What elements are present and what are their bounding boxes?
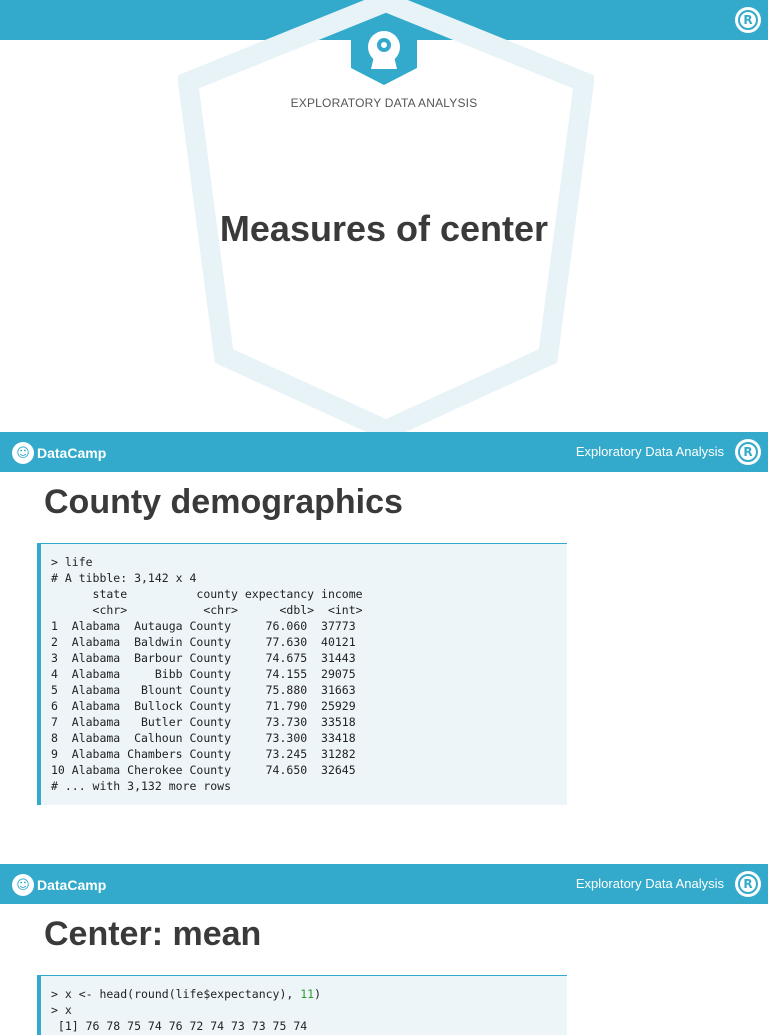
brand-name: DataCamp (37, 877, 107, 893)
datacamp-logo (12, 442, 106, 464)
code-line: > x <- head(round(life$expectancy), (51, 987, 301, 1001)
datacamp-logo (12, 874, 106, 896)
course-name: Exploratory Data Analysis (575, 444, 724, 459)
brand-name: DataCamp (37, 445, 107, 461)
code-block (37, 543, 567, 805)
slide-header-bar (0, 432, 768, 472)
datacamp-icon: ☺ (12, 442, 34, 464)
code-number: 11 (300, 987, 315, 1001)
slide-header-bar (0, 864, 768, 904)
course-name: Exploratory Data Analysis (575, 876, 724, 891)
r-logo-icon: R (735, 7, 761, 33)
datacamp-icon: ☺ (12, 874, 34, 896)
r-logo-icon: R (735, 439, 761, 465)
r-logo-icon: R (735, 871, 761, 897)
course-label: EXPLORATORY DATA ANALYSIS (290, 96, 478, 110)
code-output (51, 986, 567, 1034)
page-title: Measures of center (219, 208, 549, 249)
code-line: > x (51, 1003, 72, 1017)
code-block (37, 975, 567, 1035)
course-badge-icon (349, 14, 419, 86)
slide-title: Center: mean (44, 915, 262, 953)
code-line-end: ) (314, 987, 322, 1001)
code-line: [1] 76 78 75 74 76 72 74 73 73 75 74 (51, 1019, 308, 1033)
code-output: > life # A tibble: 3,142 x 4 state county expectancy income <chr> <chr> <dbl> <int> 1 Alabama Autauga County 76.060 37773 2 Alabama Baldwin County 77.630 40121 3 Alabama Barbour County 74.675 31443 4 Alabama Bibb County 74.155 29075 5 Alabama Blount County 75.880 31663 6 Alabama Bullock County 71.790 25929 7 Alabama Butler County 73.730 33518 8 Alabama Calhoun County 73.300 33418 9 Alabama Chambers County 73.245 31282 10 Alabama Cherokee County 74.650 32645 # ... with 3,132 more rows (51, 555, 363, 793)
slide-title: County demographics (44, 483, 403, 521)
